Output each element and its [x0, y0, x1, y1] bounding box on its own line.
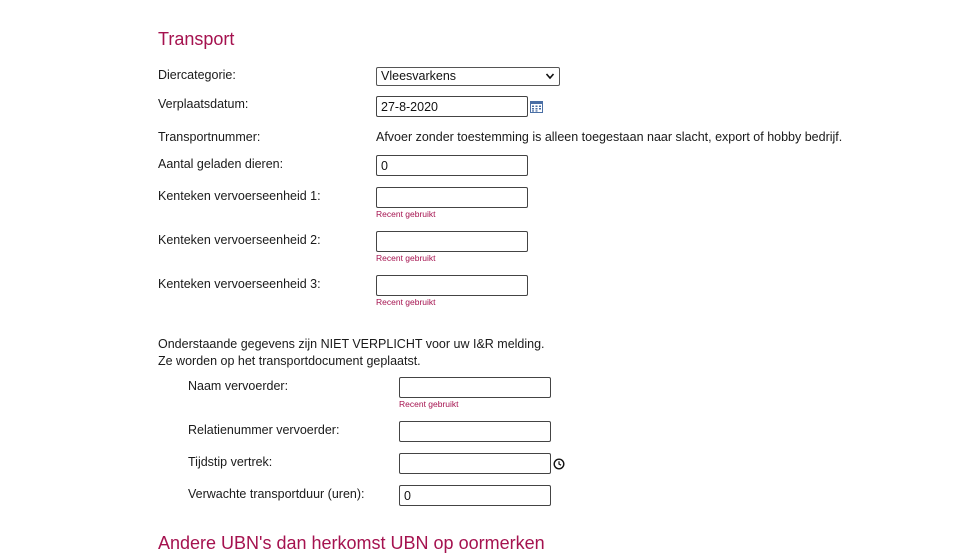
kenteken1-label: Kenteken vervoerseenheid 1:	[158, 189, 321, 203]
kenteken3-recent-link[interactable]: Recent gebruikt	[376, 297, 436, 307]
tijdstip-vertrek-input[interactable]	[399, 453, 551, 474]
diercategorie-selected-value: Vleesvarkens	[381, 69, 457, 83]
kenteken3-input[interactable]	[376, 275, 528, 296]
clock-icon[interactable]	[553, 458, 565, 470]
section-title-transport: Transport	[158, 29, 235, 49]
transportduur-label: Verwachte transportduur (uren):	[188, 487, 365, 501]
naam-vervoerder-input[interactable]	[399, 377, 551, 398]
calendar-icon[interactable]	[530, 100, 543, 113]
transportduur-input[interactable]	[399, 485, 551, 506]
kenteken2-label: Kenteken vervoerseenheid 2:	[158, 233, 321, 247]
relatienummer-input[interactable]	[399, 421, 551, 442]
optional-notice	[158, 336, 545, 370]
aantal-label: Aantal geladen dieren:	[158, 157, 284, 171]
diercategorie-select[interactable]	[376, 67, 560, 86]
kenteken2-input[interactable]	[376, 231, 528, 252]
verplaatsdatum-input[interactable]	[376, 96, 528, 117]
section-title-andere-ubns: Andere UBN's dan herkomst UBN op oormerken	[158, 533, 545, 553]
relatienummer-label: Relatienummer vervoerder:	[188, 423, 340, 437]
kenteken2-recent-link[interactable]: Recent gebruikt	[376, 253, 436, 263]
diercategorie-label: Diercategorie:	[158, 68, 236, 82]
naam-vervoerder-label: Naam vervoerder:	[188, 379, 289, 393]
transportnummer-label: Transportnummer:	[158, 130, 261, 144]
kenteken1-input[interactable]	[376, 187, 528, 208]
optional-notice-line2: Ze worden op het transportdocument geplaatst.	[158, 354, 421, 368]
aantal-input[interactable]	[376, 155, 528, 176]
chevron-down-icon	[545, 70, 555, 82]
kenteken3-label: Kenteken vervoerseenheid 3:	[158, 277, 321, 291]
tijdstip-vertrek-label: Tijdstip vertrek:	[188, 455, 273, 469]
kenteken1-recent-link[interactable]: Recent gebruikt	[376, 209, 436, 219]
transportnummer-note: Afvoer zonder toestemming is alleen toegestaan naar slacht, export of hobby bedrijf.	[376, 130, 843, 144]
naam-vervoerder-recent-link[interactable]: Recent gebruikt	[399, 399, 459, 409]
optional-notice-line1: Onderstaande gegevens zijn NIET VERPLICHT voor uw I&R melding.	[158, 337, 545, 351]
verplaatsdatum-label: Verplaatsdatum:	[158, 97, 249, 111]
